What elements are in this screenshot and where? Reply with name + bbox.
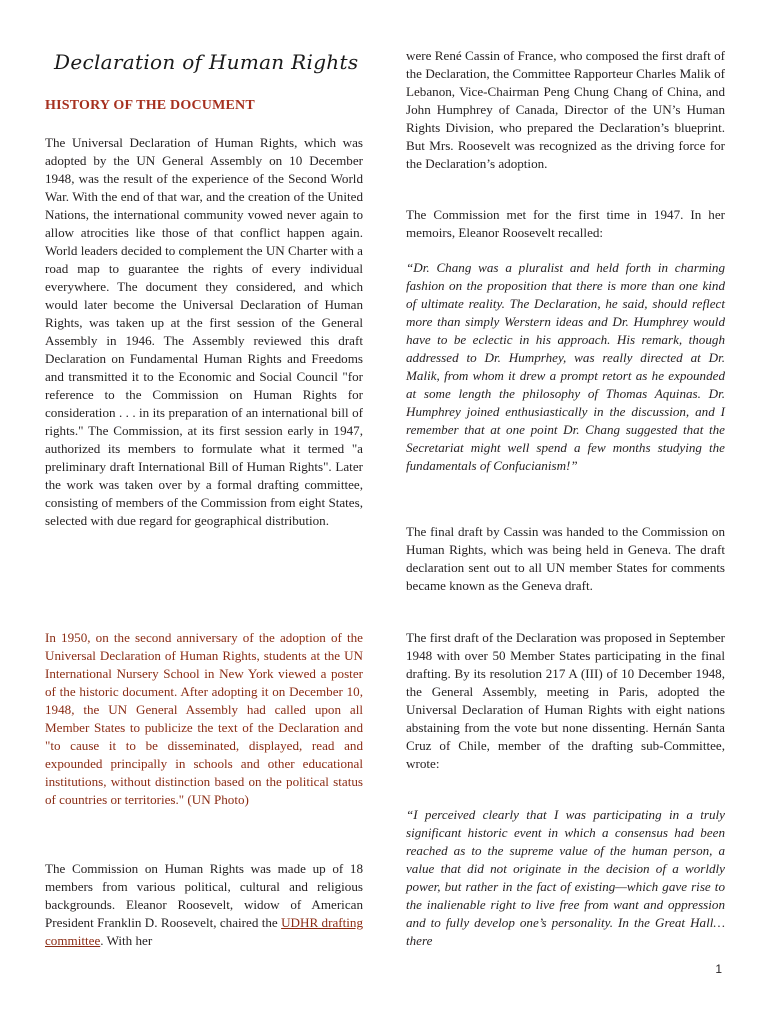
- quote-santa-cruz: “I perceived clearly that I was participating in a truly significant historic event in which a consensus had been reached as to the supreme value of the human person, a value that did not originate in the decision of a worldly power, but rather in the fact of existing—which gave rise to the inalienable right to live free from want and oppression and to fully develop one’s personality. In the Great Hall…there: [406, 807, 725, 948]
- paragraph-adoption: The first draft of the Declaration was proposed in September 1948 with over 50 Member States participating in the final drafting. By its resolution 217 A (III) of 10 December 1948, the General Assembly, meeting in Paris, adopted the Universal Declaration of Human Rights with eight nations abstaining from the vote but none dissenting. Hernán Santa Cruz of Chile, member of the drafting sub-Committee, wrote:: [406, 630, 725, 771]
- paragraph-commission-text: The Commission on Human Rights was made up of 18 members from various political, cultural and religious backgrounds. Eleanor Roosevelt, widow of American President Franklin D. Roosevelt, chaired the: [45, 861, 363, 930]
- page-title: Declaration of Human Rights: [54, 50, 359, 74]
- udhr-drafting-committee-link[interactable]: UDHR drafting committee: [45, 915, 363, 948]
- paragraph-geneva-draft: The final draft by Cassin was handed to the Commission on Human Rights, which was being held in Geneva. The draft declaration sent out to all UN member States for comments became known as the Geneva draft.: [406, 524, 725, 593]
- page-number: 1: [715, 962, 722, 976]
- paragraph-members: were René Cassin of France, who composed the first draft of the Declaration, the Committee Rapporteur Charles Malik of Lebanon, Vice-Chairman Peng Chung Chang of China, and John Humphrey of Canada, Director of the UN’s Human Rights Division, who prepared the Declaration’s blueprint. But Mrs. Roosevelt was recognized as the driving force for the Declaration’s adoption.: [406, 48, 725, 171]
- photo-caption: In 1950, on the second anniversary of the adoption of the Universal Declaration of Human Rights, students at the UN International Nursery School in New York viewed a poster of the historic document. After adopting it on December 10, 1948, the UN General Assembly had called upon all Member States to publicize the text of the Declaration and "to cause it to be disseminated, displayed, read and expounded principally in schools and other educational institutions, without distinction based on the political status of countries or territories." (UN Photo): [45, 630, 363, 807]
- quote-roosevelt: “Dr. Chang was a pluralist and held forth in charming fashion on the proposition that there is more than one kind of ultimate reality. The Declaration, he said, should reflect more than simply Werstern ideas and Dr. Humphrey would have to be eclectic in his approach. His remark, though addressed to Dr. Humprhey, was really directed at Dr. Malik, from whom it drew a prompt retort as he expounded at some length the philosophy of Thomas Aquinas. Dr. Humphrey joined enthusiastically in the discussion, and I remember that at one point Dr. Chang suggested that the Secretariat might well spend a few months studying the fundamentals of Confucianism!”: [406, 260, 725, 473]
- paragraph-commission-end: . With her: [100, 933, 153, 948]
- paragraph-memoirs: The Commission met for the first time in 1947. In her memoirs, Eleanor Roosevelt recalled:: [406, 207, 725, 240]
- paragraph-commission: [45, 860, 363, 950]
- section-heading: HISTORY OF THE DOCUMENT: [45, 98, 255, 113]
- paragraph-history: The Universal Declaration of Human Rights, which was adopted by the UN General Assembly on 10 December 1948, was the result of the experience of the Second World War. With the end of that war, and the creation of the United Nations, the international community vowed never again to allow atrocities like those of that conflict happen again. World leaders decided to complement the UN Charter with a road map to guarantee the rights of every individual everywhere. The document they considered, and which would later become the Universal Declaration of Human Rights, was taken up at the first session of the General Assembly in 1946. The Assembly reviewed this draft Declaration on Fundamental Human Rights and Freedoms and transmitted it to the Economic and Social Council "for reference to the Commission on Human Rights for consideration . . . in its preparation of an international bill of rights." The Commission, at its first session early in 1947, authorized its members to formulate what it termed "a preliminary draft International Bill of Human Rights". Later the work was taken over by a formal drafting committee, consisting of members of the Commission from eight States, selected with due regard for geographical distribution.: [45, 135, 363, 528]
